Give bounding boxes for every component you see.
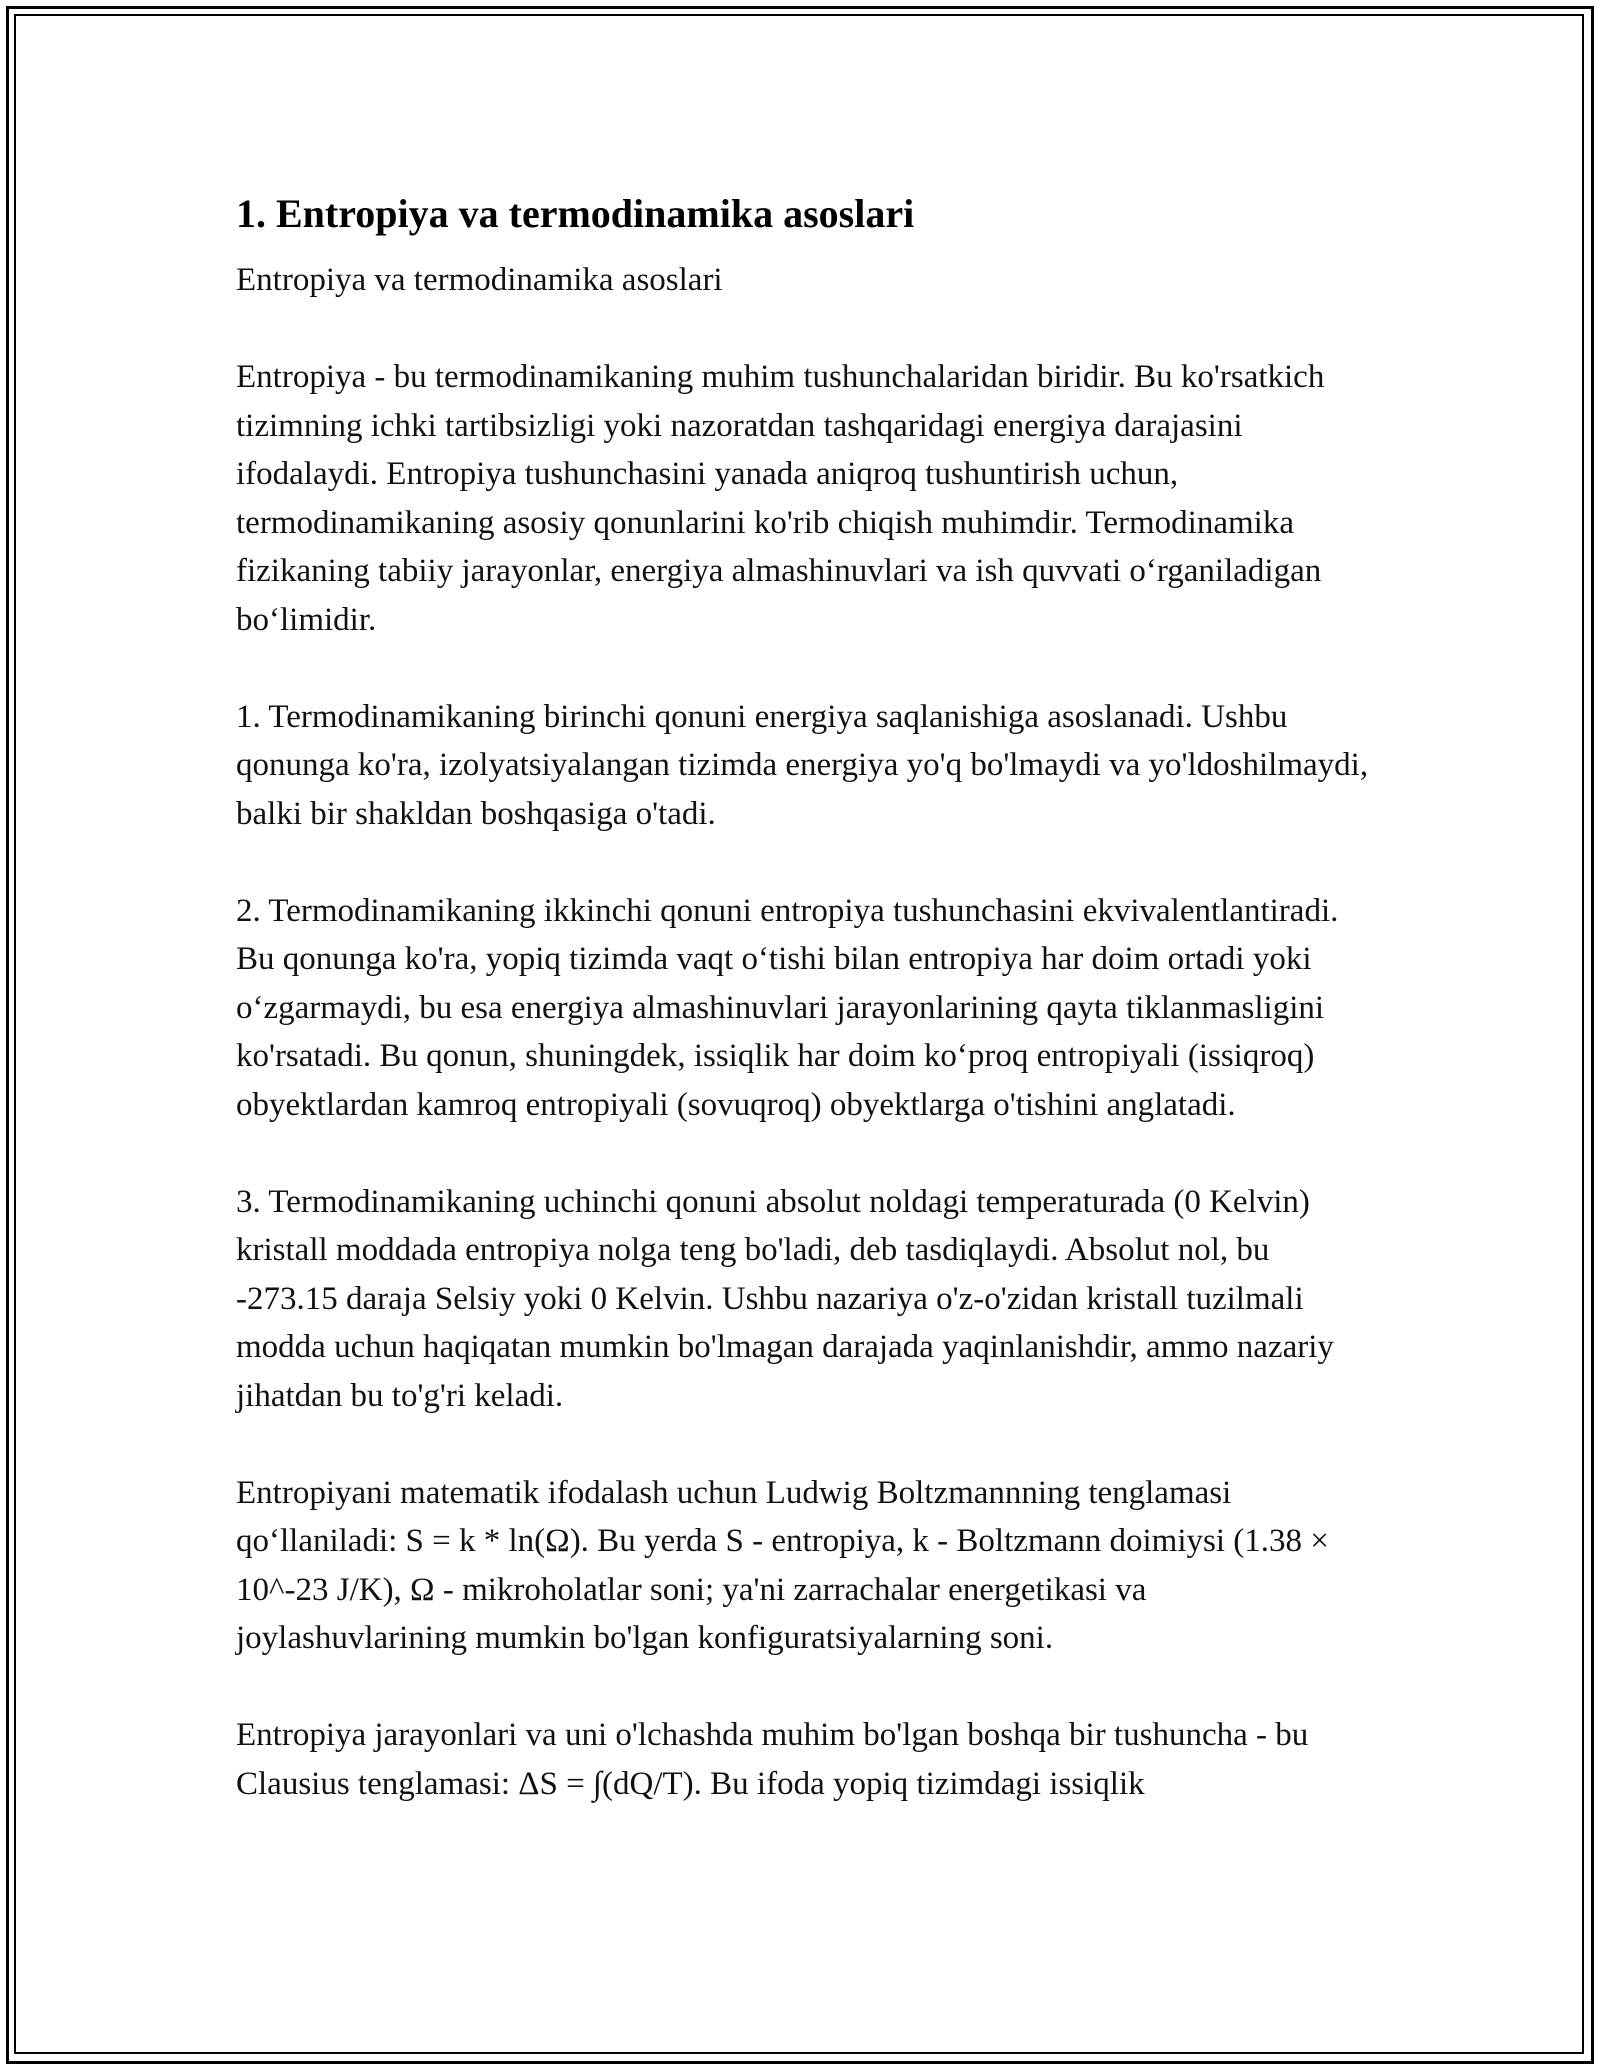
document-title: 1. Entropiya va termodinamika asoslari [236, 191, 915, 236]
paragraph-third-law: 3. Termodinamikaning uchinchi qonuni absolut noldagi temperaturada (0 Kelvin) kristall moddada entropiya nolga teng bo'ladi, deb tasdiqlaydi. Absolut nol, bu -273.15 daraja Selsiy yoki 0 Kelvin. Ushbu nazariya o'z-o'zidan kristall tuzilmali modda uchun haqiqatan mumkin bo'lmagan darajada yaqinlanishdir, ammo nazariy jihatdan bu to'g'ri keladi. [236, 1183, 1334, 1414]
paragraph-intro: Entropiya - bu termodinamikaning muhim tushunchalaridan biridir. Bu ko'rsatkich tizimning ichki tartibsizligi yoki nazoratdan tashqaridagi energiya darajasini ifodalaydi. Entropiya tushunchasini yanada aniqroq tushuntirish uchun, termodinamikaning asosiy qonunlarini ko'rib chiqish muhimdir. Termodinamika fizikaning tabiiy jarayonlar, energiya almashinuvlari va ish quvvati o‘rganiladigan bo‘limidir. [236, 359, 1325, 638]
paragraph-clausius: Entropiya jarayonlari va uni o'lchashda muhim bo'lgan boshqa bir tushuncha - bu Clausius tenglamasi: ΔS = ∫(dQ/T). Bu ifoda yopiq tizimdagi issiqlik [236, 1717, 1309, 1802]
document-body [236, 186, 1376, 1808]
paragraph-first-law: 1. Termodinamikaning birinchi qonuni energiya saqlanishiga asoslanadi. Ushbu qonunga ko'ra, izolyatsiyalangan tizimda energiya yo'q bo'lmaydi va yo'ldoshilmaydi, balki bir shakldan boshqasiga o'tadi. [236, 698, 1369, 832]
document-subtitle: Entropiya va termodinamika asoslari [236, 262, 723, 298]
paragraph-second-law: 2. Termodinamikaning ikkinchi qonuni entropiya tushunchasini ekvivalentlantiradi. Bu qonunga ko'ra, yopiq tizimda vaqt o‘tishi bilan entropiya har doim ortadi yoki o‘zgarmaydi, bu esa energiya almashinuvlari jarayonlarining qayta tiklanmasligini ko'rsatadi. Bu qonun, shuningdek, issiqlik har doim ko‘proq entropiyali (issiqroq) obyektlardan kamroq entropiyali (sovuqroq) obyektlarga o'tishini anglatadi. [236, 892, 1339, 1123]
paragraph-boltzmann: Entropiyani matematik ifodalash uchun Ludwig Boltzmannning tenglamasi qo‘llaniladi: S = k * ln(Ω). Bu yerda S - entropiya, k - Boltzmann doimiysi (1.38 × 10^-23 J/K), Ω - mikroholatlar soni; ya'ni zarrachalar energetikasi va joylashuvlarining mumkin bo'lgan konfiguratsiyalarning soni. [236, 1474, 1329, 1656]
